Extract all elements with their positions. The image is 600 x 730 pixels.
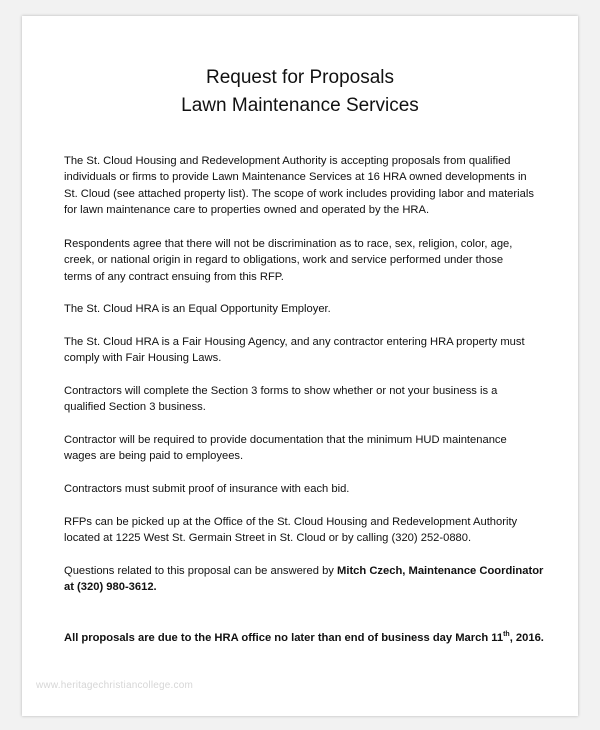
paragraph-insurance — [64, 481, 564, 497]
paragraph-pickup — [64, 514, 564, 547]
text-line: individuals or firms to provide Lawn Maintenance Services at 16 HRA owned developments in — [64, 171, 527, 184]
text-line: The St. Cloud HRA is an Equal Opportunity Employer. — [64, 303, 331, 315]
text-line: terms of any contract ensuing from this RFP. — [64, 270, 284, 283]
paragraph-equal-opportunity — [64, 301, 564, 317]
paragraph-section-3 — [64, 383, 564, 416]
paragraph-questions — [64, 563, 564, 596]
deadline-text: All proposals are due to the HRA office no later than end of business day March 11 — [64, 632, 504, 644]
text-line: located at 1225 West St. Germain Street in St. Cloud or by calling (320) 252-0880. — [64, 532, 472, 545]
text-line: for lawn maintenance care to properties owned and operated by the HRA. — [64, 204, 430, 217]
text-line: St. Cloud (see attached property list). The scope of work includes providing labor and materials — [64, 187, 534, 200]
paragraph-deadline — [64, 630, 564, 646]
paragraph-hud-wages — [64, 432, 564, 465]
text-line: Respondents agree that there will not be discrimination as to race, sex, religion, color, age, — [64, 238, 513, 250]
text-line: qualified Section 3 business. — [64, 401, 206, 414]
text-line: creek, or national origin in regard to obligations, work and service performed under those — [64, 254, 504, 267]
text-line — [64, 630, 564, 646]
text-line: The St. Cloud HRA is a Fair Housing Agency, and any contractor entering HRA property must — [64, 336, 525, 348]
text-line: RFPs can be picked up at the Office of the St. Cloud Housing and Redevelopment Authority — [64, 516, 518, 528]
text-line — [64, 563, 564, 579]
text-line: Contractors will complete the Section 3 forms to show whether or not your business is a — [64, 385, 498, 397]
text-line: comply with Fair Housing Laws. — [64, 352, 222, 365]
deadline-superscript: th — [503, 631, 510, 638]
paragraph-nondiscrimination — [64, 236, 564, 285]
text-line: Contractor will be required to provide documentation that the minimum HUD maintenance — [64, 434, 507, 446]
deadline-suffix: , 2016. — [509, 632, 544, 644]
questions-prefix: Questions related to this proposal can be answered by — [64, 565, 338, 577]
text-line: wages are being paid to employees. — [64, 450, 244, 463]
title-line-2: Lawn Maintenance Services — [181, 95, 419, 116]
watermark: www.heritagechristiancollege.com — [36, 680, 194, 691]
text-line: The St. Cloud Housing and Redevelopment Authority is accepting proposals from qualified — [64, 155, 511, 167]
contact-phone: at (320) 980-3612. — [64, 581, 157, 594]
title-line-1: Request for Proposals — [206, 67, 394, 88]
document-title — [0, 64, 600, 120]
contact-name: Mitch Czech, Maintenance Coordinator — [337, 565, 544, 577]
paragraph-intro — [64, 153, 564, 219]
text-line: Contractors must submit proof of insurance with each bid. — [64, 483, 350, 495]
paragraph-fair-housing — [64, 334, 564, 367]
